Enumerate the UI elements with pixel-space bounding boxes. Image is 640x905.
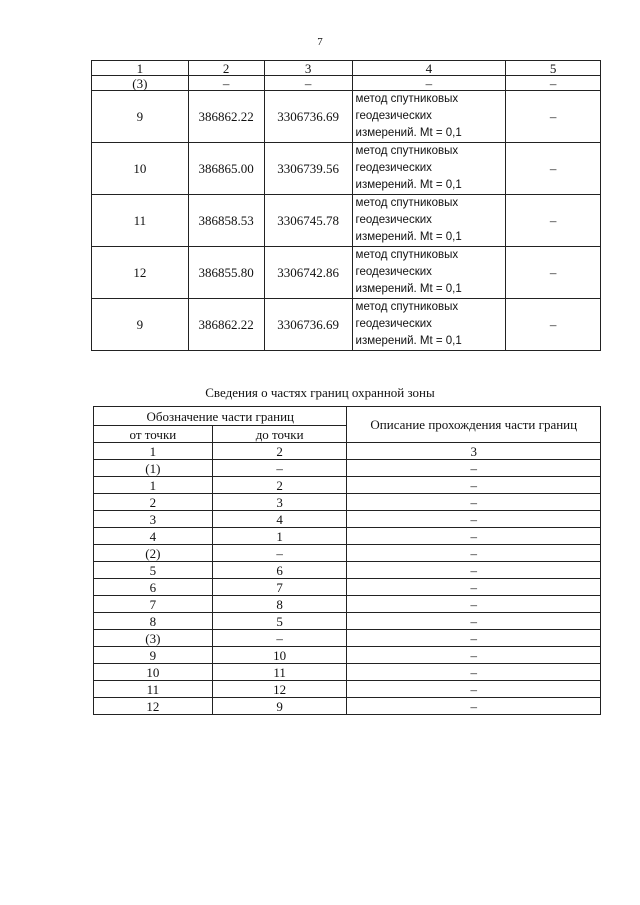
coordinate-y: 3306745.78	[264, 195, 352, 247]
to-point: 1	[212, 528, 347, 545]
method-line: измерений. Mt = 0,1	[355, 231, 462, 243]
note: –	[506, 247, 601, 299]
column-numbers-row	[94, 443, 601, 460]
coordinates-table	[91, 60, 601, 351]
from-point: 9	[94, 647, 213, 664]
column-number: 3	[264, 61, 352, 76]
table-row	[94, 596, 601, 613]
table-row	[94, 664, 601, 681]
boundary-parts-table	[93, 406, 601, 715]
method-line: метод спутниковых	[355, 249, 459, 261]
table-row	[92, 299, 601, 351]
point-number: 9	[92, 91, 189, 143]
from-point: 7	[94, 596, 213, 613]
parts-header-row	[94, 407, 601, 426]
table-row	[94, 511, 601, 528]
to-point: –	[212, 545, 347, 562]
from-point: (1)	[94, 460, 213, 477]
table-row	[94, 681, 601, 698]
coordinate-x: 386862.22	[188, 299, 264, 351]
from-point: 6	[94, 579, 213, 596]
to-point: 10	[212, 647, 347, 664]
from-point: 4	[94, 528, 213, 545]
to-point: 4	[212, 511, 347, 528]
description: –	[347, 511, 601, 528]
method-line: измерений. Mt = 0,1	[355, 335, 462, 347]
header-to-point: до точки	[212, 426, 347, 443]
to-point: 7	[212, 579, 347, 596]
table-cell: –	[352, 76, 506, 91]
from-point: 5	[94, 562, 213, 579]
from-point: 11	[94, 681, 213, 698]
method-line: измерений. Mt = 0,1	[355, 179, 462, 191]
description: –	[347, 647, 601, 664]
to-point: 11	[212, 664, 347, 681]
point-number: 10	[92, 143, 189, 195]
coordinate-y: 3306742.86	[264, 247, 352, 299]
method-line: метод спутниковых	[355, 93, 459, 105]
table-cell: –	[188, 76, 264, 91]
method-description	[352, 91, 506, 143]
table-cell: –	[264, 76, 352, 91]
column-number: 4	[352, 61, 506, 76]
table-row	[94, 545, 601, 562]
table-row	[92, 195, 601, 247]
from-point: (2)	[94, 545, 213, 562]
method-line: геодезических	[355, 162, 432, 174]
method-line: геодезических	[355, 266, 432, 278]
description: –	[347, 477, 601, 494]
note: –	[506, 143, 601, 195]
section-title: Сведения о частях границ охранной зоны	[205, 385, 435, 400]
table-cell: (3)	[92, 76, 189, 91]
description: –	[347, 630, 601, 647]
description: –	[347, 545, 601, 562]
method-line: геодезических	[355, 214, 432, 226]
table-row	[94, 477, 601, 494]
method-line: метод спутниковых	[355, 145, 459, 157]
column-number: 3	[347, 443, 601, 460]
method-line: метод спутниковых	[355, 197, 459, 209]
point-number: 12	[92, 247, 189, 299]
note: –	[506, 299, 601, 351]
table-row	[94, 460, 601, 477]
method-description	[352, 299, 506, 351]
method-line: измерений. Mt = 0,1	[355, 127, 462, 139]
coordinate-x: 386862.22	[188, 91, 264, 143]
from-point: 12	[94, 698, 213, 715]
from-point: 10	[94, 664, 213, 681]
coordinate-y: 3306739.56	[264, 143, 352, 195]
table-row	[94, 630, 601, 647]
description: –	[347, 681, 601, 698]
point-number: 9	[92, 299, 189, 351]
table-row	[94, 579, 601, 596]
to-point: 5	[212, 613, 347, 630]
header-designation: Обозначение части границ	[94, 407, 347, 426]
method-line: геодезических	[355, 110, 432, 122]
description: –	[347, 664, 601, 681]
from-point: 1	[94, 477, 213, 494]
coordinate-x: 386858.53	[188, 195, 264, 247]
table-row	[92, 76, 601, 91]
note: –	[506, 91, 601, 143]
coordinate-y: 3306736.69	[264, 299, 352, 351]
to-point: 8	[212, 596, 347, 613]
method-description	[352, 143, 506, 195]
description: –	[347, 562, 601, 579]
column-number: 1	[94, 443, 213, 460]
table-row	[94, 647, 601, 664]
column-number: 1	[92, 61, 189, 76]
to-point: –	[212, 630, 347, 647]
table-row	[94, 613, 601, 630]
to-point: 6	[212, 562, 347, 579]
method-description	[352, 195, 506, 247]
table-row	[92, 91, 601, 143]
table-cell: –	[506, 76, 601, 91]
description: –	[347, 528, 601, 545]
from-point: 2	[94, 494, 213, 511]
description: –	[347, 494, 601, 511]
to-point: 9	[212, 698, 347, 715]
column-number: 5	[506, 61, 601, 76]
table-row	[92, 143, 601, 195]
table-row	[94, 528, 601, 545]
to-point: 3	[212, 494, 347, 511]
coords-header-row	[92, 61, 601, 76]
point-number: 11	[92, 195, 189, 247]
table-row	[94, 698, 601, 715]
column-number: 2	[212, 443, 347, 460]
from-point: 3	[94, 511, 213, 528]
table-row	[92, 247, 601, 299]
page-number: 7	[317, 36, 323, 48]
from-point: 8	[94, 613, 213, 630]
description: –	[347, 613, 601, 630]
method-line: метод спутниковых	[355, 301, 459, 313]
coordinate-y: 3306736.69	[264, 91, 352, 143]
from-point: (3)	[94, 630, 213, 647]
method-line: измерений. Mt = 0,1	[355, 283, 462, 295]
header-from-point: от точки	[94, 426, 213, 443]
coordinate-x: 386865.00	[188, 143, 264, 195]
header-description: Описание прохождения части границ	[347, 407, 601, 443]
description: –	[347, 460, 601, 477]
coordinate-x: 386855.80	[188, 247, 264, 299]
method-line: геодезических	[355, 318, 432, 330]
to-point: –	[212, 460, 347, 477]
table-row	[94, 494, 601, 511]
description: –	[347, 596, 601, 613]
to-point: 2	[212, 477, 347, 494]
note: –	[506, 195, 601, 247]
table-row	[94, 562, 601, 579]
method-description	[352, 247, 506, 299]
description: –	[347, 579, 601, 596]
description: –	[347, 698, 601, 715]
to-point: 12	[212, 681, 347, 698]
column-number: 2	[188, 61, 264, 76]
